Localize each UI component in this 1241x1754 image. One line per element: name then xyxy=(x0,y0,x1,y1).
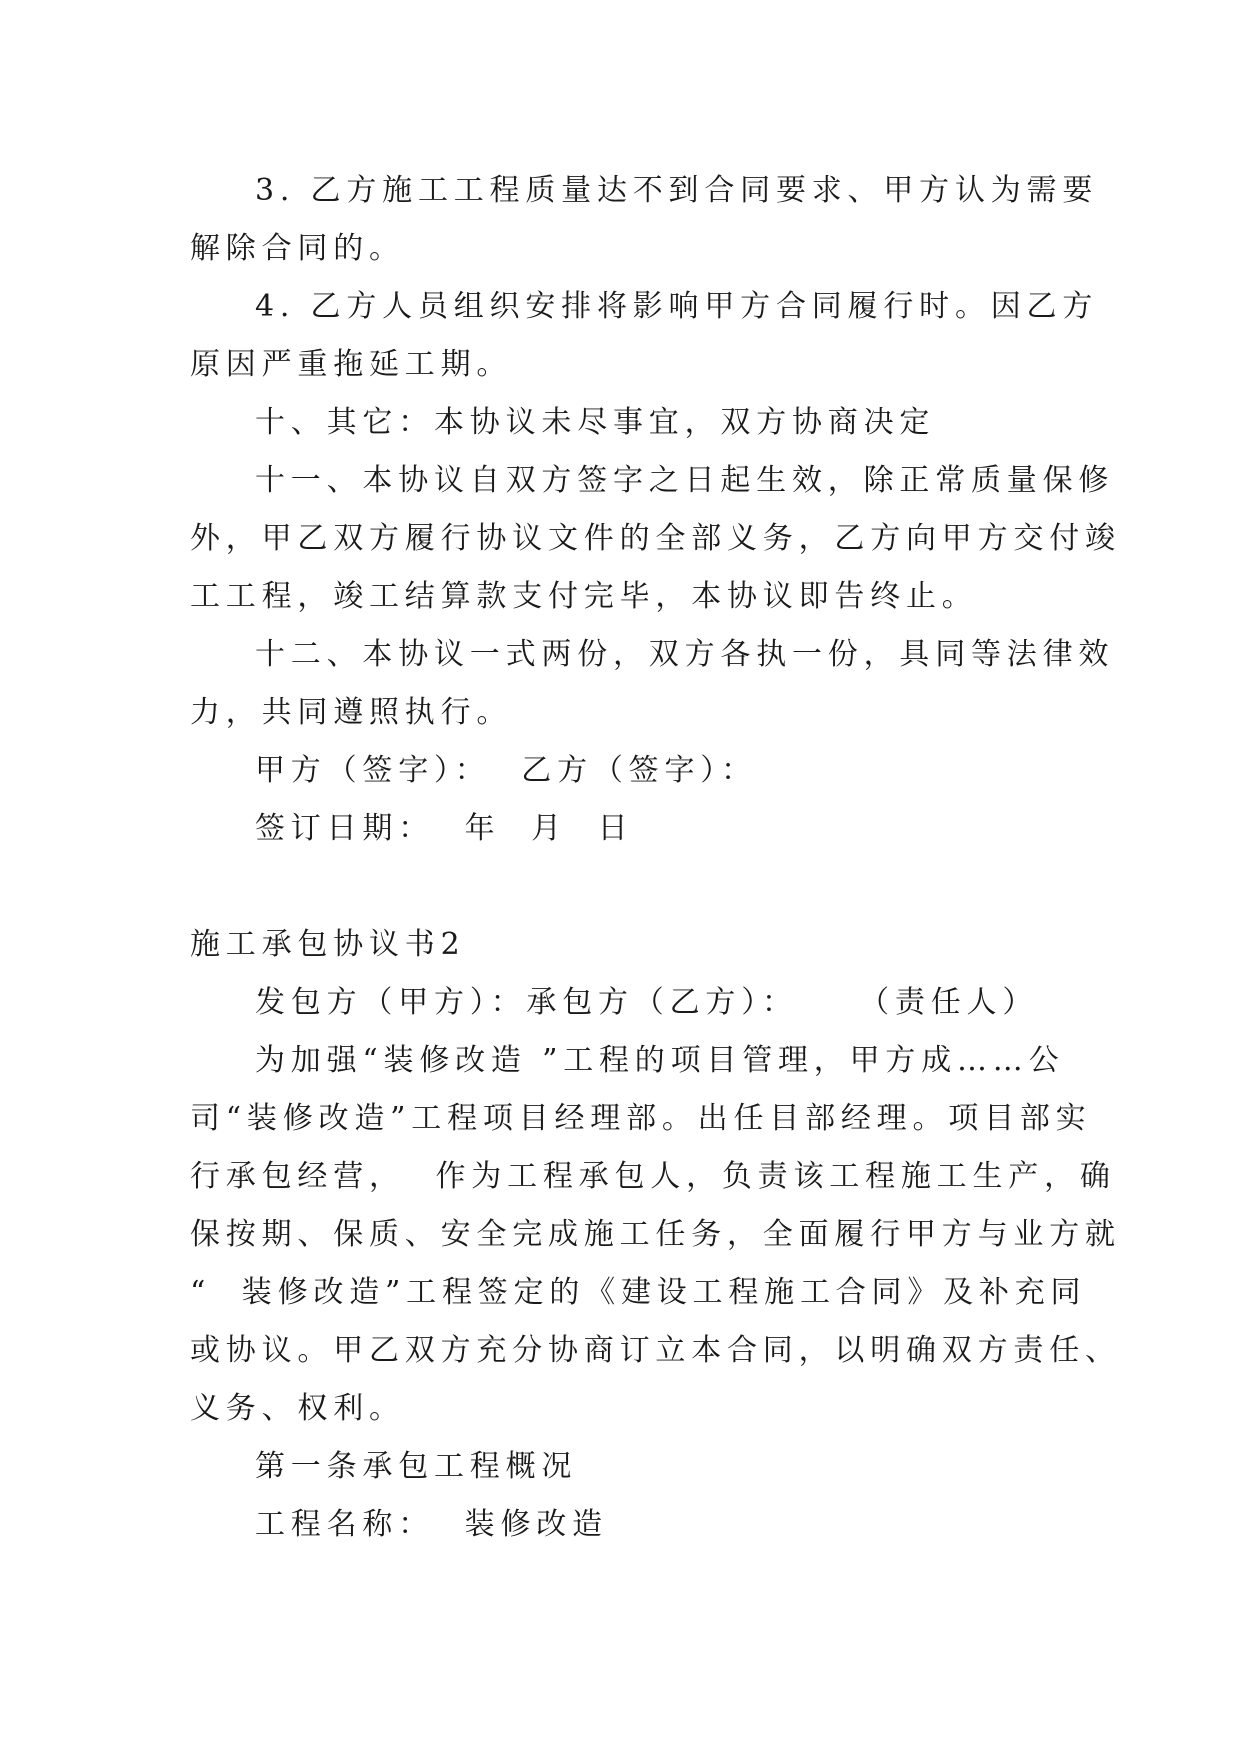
article-1-heading: 第一条承包工程概况 xyxy=(255,1449,578,1484)
clause-3-line-1: 3. 乙方施工工程质量达不到合同要求、甲方认为需要 xyxy=(255,173,1099,208)
preamble-line-3: 行承包经营， 作为工程承包人，负责该工程施工生产，确 xyxy=(190,1159,1116,1194)
signature-line: 甲方（签字）： 乙方（签字）： xyxy=(255,753,757,788)
document-body xyxy=(190,162,1121,1554)
preamble-line-7: 义务、权利。 xyxy=(190,1391,405,1426)
preamble-line-1: 为加强“装修改造 ”工程的项目管理，甲方成……公 xyxy=(255,1043,1065,1078)
parties-line: 发包方（甲方）：承包方（乙方）： （责任人） xyxy=(255,985,1039,1020)
clause-4-line-2: 原因严重拖延工期。 xyxy=(190,347,513,382)
preamble-line-5: “ 装修改造”工程签定的《建设工程施工合同》及补充同 xyxy=(190,1275,1087,1310)
preamble-line-6: 或协议。甲乙双方充分协商订立本合同，以明确双方责任、 xyxy=(190,1333,1121,1368)
section-title: 施工承包协议书2 xyxy=(190,927,466,962)
article-12-line-1: 十二、本协议一式两份，双方各执一份，具同等法律效 xyxy=(255,637,1115,672)
clause-3-line-2: 解除合同的。 xyxy=(190,231,405,266)
article-12-line-2: 力，共同遵照执行。 xyxy=(190,695,513,730)
preamble-line-2: 司“装修改造”工程项目经理部。出任目部经理。项目部实 xyxy=(190,1101,1092,1136)
article-11-line-3: 工工程，竣工结算款支付完毕，本协议即告终止。 xyxy=(190,579,978,614)
project-name-line: 工程名称： 装修改造 xyxy=(255,1507,608,1542)
article-11-line-1: 十一、本协议自双方签字之日起生效，除正常质量保修 xyxy=(255,463,1115,498)
preamble-line-4: 保按期、保质、安全完成施工任务，全面履行甲方与业方就 xyxy=(190,1217,1121,1252)
article-10: 十、其它：本协议未尽事宜，双方协商决定 xyxy=(255,405,936,440)
clause-4-line-1: 4. 乙方人员组织安排将影响甲方合同履行时。因乙方 xyxy=(255,289,1099,324)
article-11-line-2: 外，甲乙双方履行协议文件的全部义务，乙方向甲方交付竣 xyxy=(190,521,1121,556)
signing-date-line: 签订日期： 年 月 日 xyxy=(255,811,634,846)
